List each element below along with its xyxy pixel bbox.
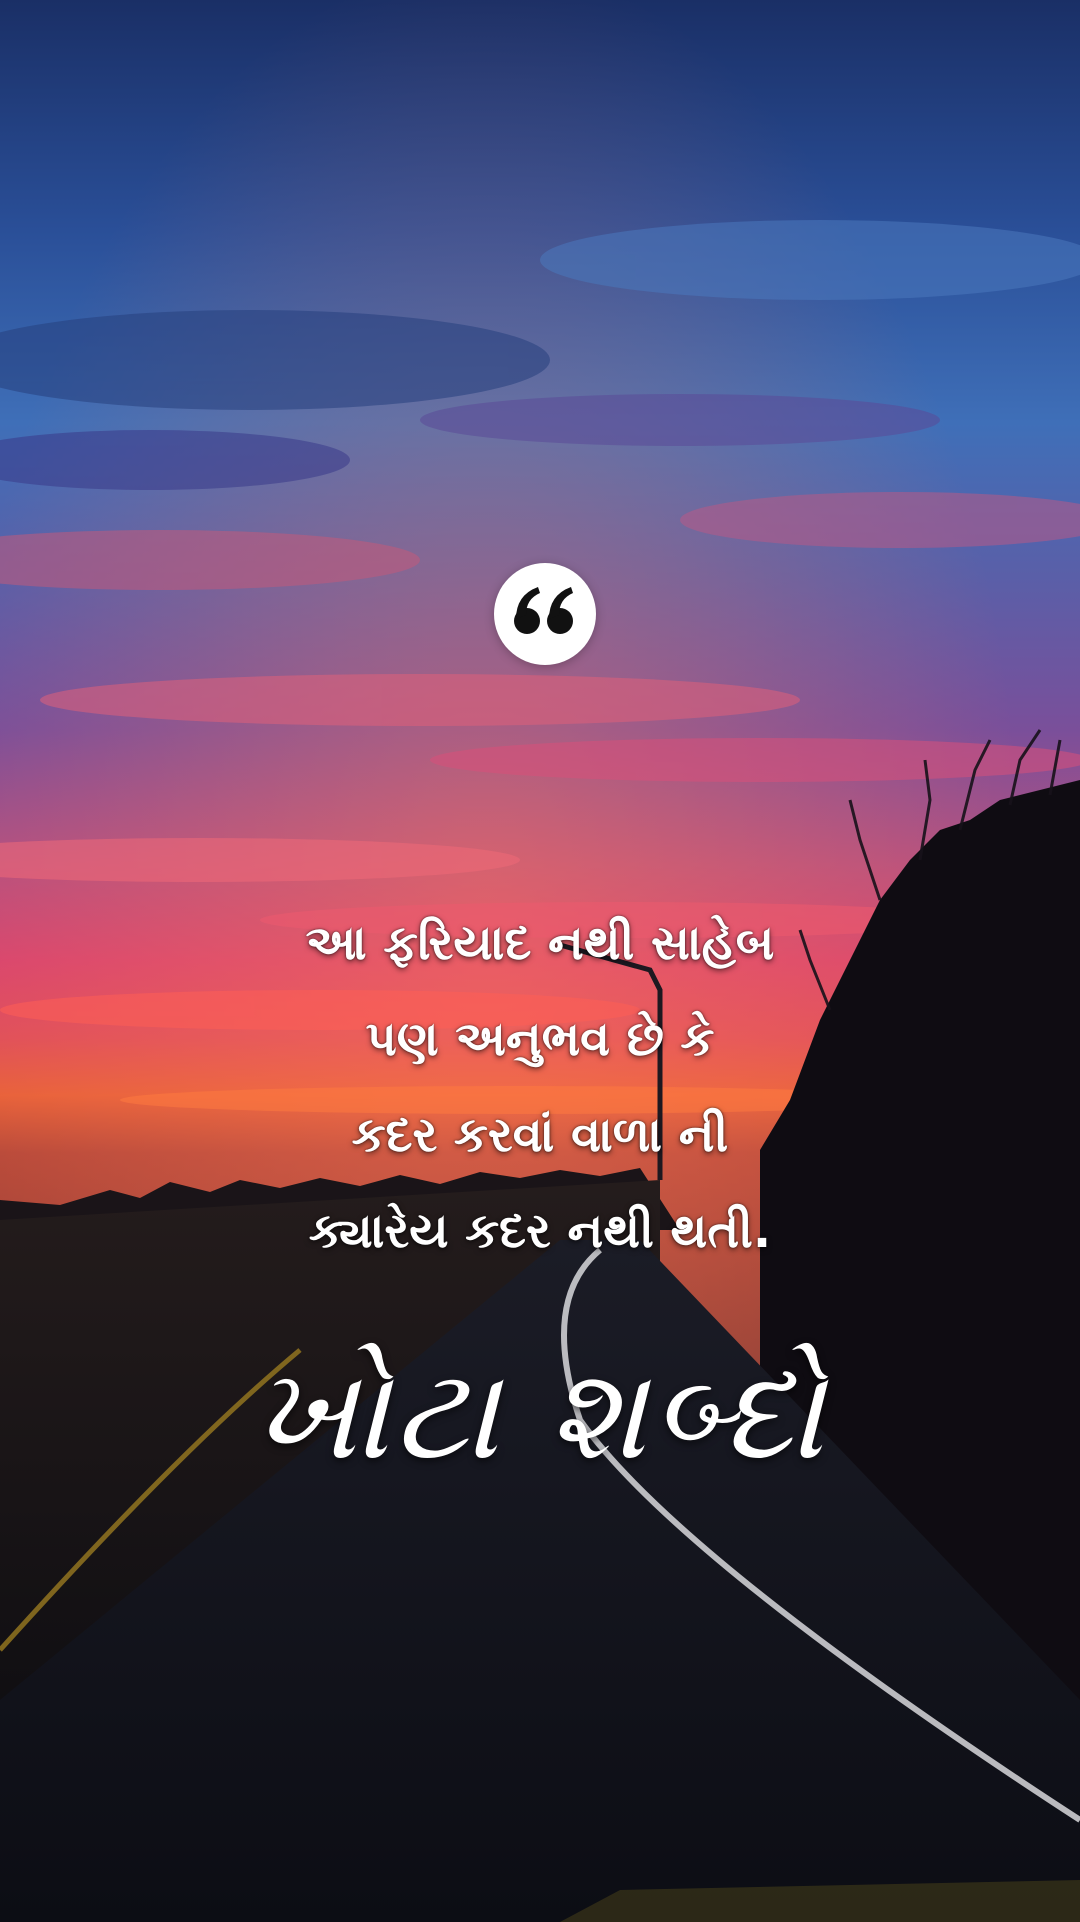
quote-line-3: કદર કરવાં વાળા ની bbox=[351, 1107, 729, 1163]
quote-line-2: પણ અનુભવ છે કે bbox=[365, 1011, 715, 1067]
quote-line-1: આ ફરિયાદ નથી સાહેબ bbox=[305, 915, 775, 971]
quote-icon bbox=[494, 563, 596, 665]
quote-line-4: ક્યારેય કદર નથી થતી. bbox=[308, 1203, 772, 1259]
brand-signature: ખોટા શબ્દો bbox=[251, 1340, 829, 1489]
quote-text bbox=[140, 895, 940, 1279]
